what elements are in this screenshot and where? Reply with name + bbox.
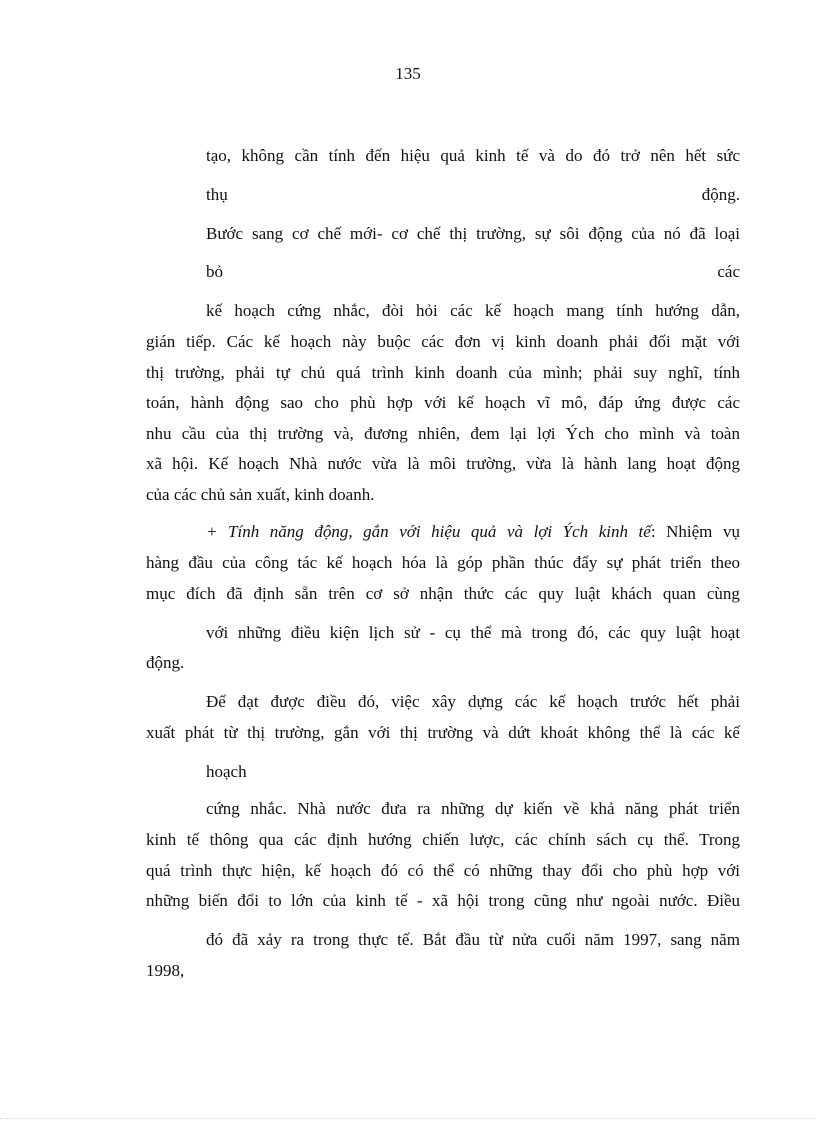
text-line-11: của các chủ sản xuất, kinh doanh. (146, 485, 375, 504)
text-line-8: toán, hành động sao cho phù hợp với kế hoạch vĩ mô, đáp ứng được các (146, 393, 740, 412)
text-line-14: mục đích đã định sẵn trên cơ sở nhận thức các quy luật khách quan cùng (146, 584, 740, 603)
text-line-17: Để đạt được điều đó, việc xây dựng các kế hoạch trước hết phải (206, 692, 740, 711)
text-line-1: tạo, không cần tính đến hiệu quả kinh tế và do đó trở nên hết sức (206, 146, 741, 165)
text-word: các (717, 262, 740, 281)
italic-heading: + Tính năng động, gắn với hiệu quả và lợi Ých kinh tế (206, 522, 651, 541)
text-line-15: với những điều kiện lịch sử - cụ thể mà trong đó, các quy luật hoạt (206, 623, 741, 642)
text-line-12 (206, 522, 740, 542)
text-line-21: kinh tế thông qua các định hướng chiến lược, các chính sách cụ thể. Trong (146, 830, 741, 849)
text-line-7: thị trường, phải tự chủ quá trình kinh doanh của mình; phải suy nghĩ, tính (146, 363, 741, 382)
text-line-6: gián tiếp. Các kế hoạch này buộc các đơn vị kinh doanh phải đối mặt với (146, 332, 740, 351)
text-line-13: hàng đầu của công tác kế hoạch hóa là góp phần thúc đẩy sự phát triển theo (146, 553, 741, 572)
text-line-22: quá trình thực hiện, kế hoạch đó có thể có những thay đổi cho phù hợp với (146, 861, 740, 880)
text-line-3: Bước sang cơ chế mới- cơ chế thị trường, sự sôi động của nó đã loại (206, 224, 741, 243)
text-word: động. (701, 185, 740, 204)
text-line-24: đó đã xảy ra trong thực tế. Bắt đầu từ nửa cuối năm 1997, sang năm (206, 930, 740, 949)
page-number: 135 (395, 64, 421, 83)
text-line-20: cứng nhắc. Nhà nước đưa ra những dự kiến về khả năng phát triển (206, 799, 740, 818)
text-line-23: những biến đổi to lớn của kinh tế - xã hội trong cũng như ngoài nước. Điều (146, 891, 741, 910)
text-word: bỏ (206, 262, 223, 281)
heading-rest: : Nhiệm vụ (650, 522, 740, 541)
text-line-19: hoạch (206, 762, 247, 781)
text-line-5: kế hoạch cứng nhắc, đòi hỏi các kế hoạch mang tính hướng dẫn, (206, 301, 741, 320)
text-line-10: xã hội. Kế hoạch Nhà nước vừa là môi trường, vừa là hành lang hoạt động (146, 454, 741, 473)
text-line-25: 1998, (146, 961, 185, 980)
text-line-16: động. (146, 653, 185, 672)
text-line-18: xuất phát từ thị trường, gắn với thị trường và dứt khoát không thể là các kế (146, 723, 740, 742)
text-line-4 (206, 262, 740, 282)
page-bottom-border (0, 1118, 816, 1119)
text-line-9: nhu cầu của thị trường và, đương nhiên, đem lại lợi Ých cho mình và toàn (146, 424, 740, 443)
text-line-2 (206, 185, 740, 205)
text-word: thụ (206, 185, 228, 204)
